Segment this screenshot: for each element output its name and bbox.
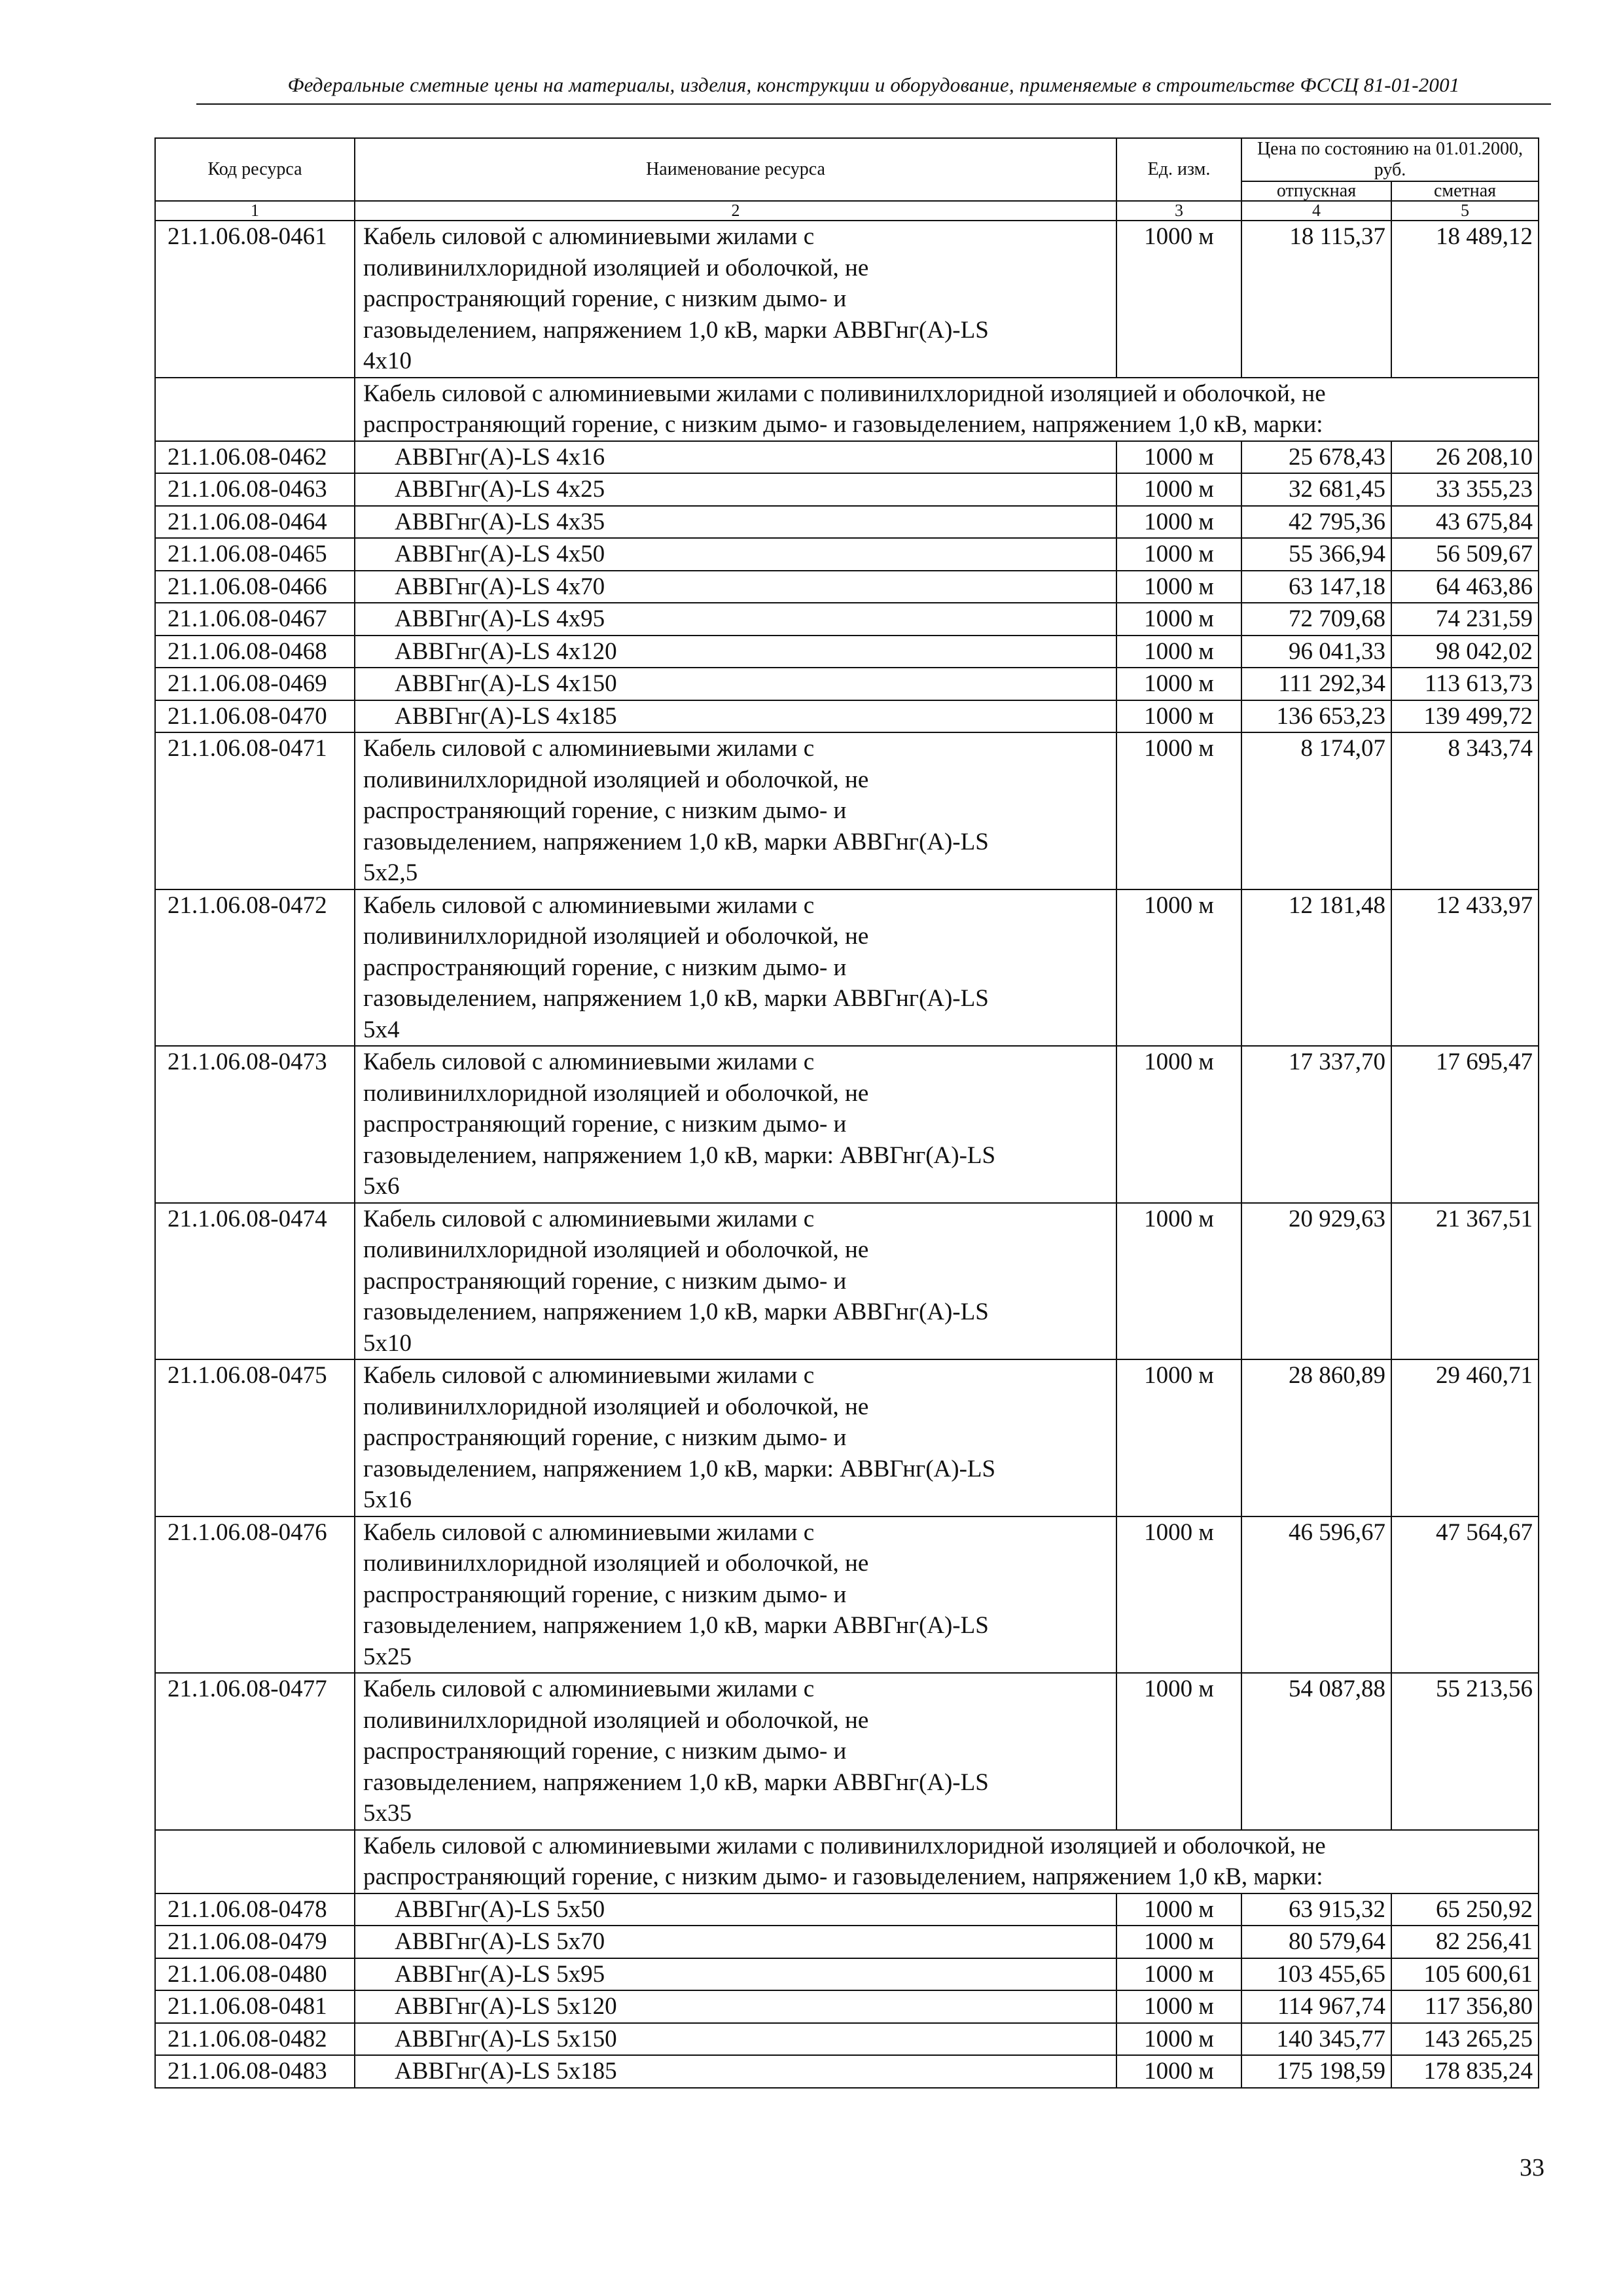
- resource-name-line: 5x4: [363, 1016, 400, 1043]
- resource-name-line: распространяющий горение, с низким дымо- и: [363, 1111, 847, 1138]
- resource-code: 21.1.06.08-0471: [155, 732, 355, 889]
- resource-name: АВВГнг(А)-LS 4x50: [355, 538, 1116, 571]
- unit-of-measure: 1000 м: [1116, 2023, 1241, 2056]
- estimate-price: 82 256,41: [1391, 1926, 1539, 1958]
- page-number: 33: [1520, 2154, 1544, 2181]
- table-row: [155, 1926, 1539, 1958]
- resource-name-line: 5x6: [363, 1173, 400, 1200]
- table-row: [155, 221, 1539, 378]
- unit-of-measure: 1000 м: [1116, 889, 1241, 1047]
- resource-name-line: 5x25: [363, 1643, 412, 1670]
- resource-name: [355, 1516, 1116, 1674]
- resource-name-line: газовыделением, напряжением 1,0 кВ, марки: АВВГнг(А)-LS: [363, 1455, 996, 1482]
- resource-name-line: распространяющий горение, с низким дымо- и: [363, 1424, 847, 1451]
- release-price: 20 929,63: [1241, 1203, 1391, 1360]
- unit-of-measure: 1000 м: [1116, 1990, 1241, 2023]
- unit-of-measure: 1000 м: [1116, 441, 1241, 474]
- resource-name-line: поливинилхлоридной изоляцией и оболочкой, не: [363, 1236, 869, 1263]
- resource-name-line: 4x10: [363, 348, 412, 374]
- unit-of-measure: 1000 м: [1116, 221, 1241, 378]
- estimate-price: 64 463,86: [1391, 571, 1539, 603]
- group-description-line: распространяющий горение, с низким дымо- и газовыделением, напряжением 1,0 кВ, марки:: [363, 1863, 1323, 1890]
- resource-code: 21.1.06.08-0467: [155, 603, 355, 636]
- resource-name-line: распространяющий горение, с низким дымо- и: [363, 1581, 847, 1608]
- table-row: [155, 668, 1539, 700]
- unit-of-measure: 1000 м: [1116, 1516, 1241, 1674]
- release-price: 12 181,48: [1241, 889, 1391, 1047]
- table-row: [155, 1958, 1539, 1991]
- unit-of-measure: 1000 м: [1116, 603, 1241, 636]
- resource-name: АВВГнг(А)-LS 4x70: [355, 571, 1116, 603]
- table-row: [155, 889, 1539, 1047]
- resource-code: 21.1.06.08-0478: [155, 1893, 355, 1926]
- resource-name-line: распространяющий горение, с низким дымо- и: [363, 797, 847, 824]
- resource-code: 21.1.06.08-0481: [155, 1990, 355, 2023]
- unit-of-measure: 1000 м: [1116, 1046, 1241, 1203]
- release-price: 32 681,45: [1241, 473, 1391, 506]
- resource-name-line: газовыделением, напряжением 1,0 кВ, марки АВВГнг(А)-LS: [363, 316, 989, 344]
- header-rule: [196, 103, 1551, 105]
- col-number: 4: [1241, 201, 1391, 221]
- resource-name: АВВГнг(А)-LS 4x95: [355, 603, 1116, 636]
- estimate-price: 47 564,67: [1391, 1516, 1539, 1674]
- resource-code: 21.1.06.08-0483: [155, 2055, 355, 2088]
- group-row: [155, 378, 1539, 441]
- col-number: 5: [1391, 201, 1539, 221]
- resource-name-line: Кабель силовой с алюминиевыми жилами с: [363, 1049, 815, 1075]
- release-price: 46 596,67: [1241, 1516, 1391, 1674]
- resource-name-line: Кабель силовой с алюминиевыми жилами с: [363, 1518, 815, 1546]
- resource-name: АВВГнг(А)-LS 5x185: [355, 2055, 1116, 2088]
- estimate-price: 12 433,97: [1391, 889, 1539, 1047]
- resource-name-line: газовыделением, напряжением 1,0 кВ, марки АВВГнг(А)-LS: [363, 985, 989, 1012]
- resource-code: 21.1.06.08-0469: [155, 668, 355, 700]
- resource-code: 21.1.06.08-0473: [155, 1046, 355, 1203]
- unit-of-measure: 1000 м: [1116, 2055, 1241, 2088]
- table-row: [155, 441, 1539, 474]
- release-price: 136 653,23: [1241, 700, 1391, 733]
- estimate-price: 29 460,71: [1391, 1359, 1539, 1516]
- estimate-price: 117 356,80: [1391, 1990, 1539, 2023]
- price-table: [154, 137, 1539, 2089]
- resource-name-line: Кабель силовой с алюминиевыми жилами с: [363, 891, 815, 919]
- col-estimate-header: сметная: [1391, 181, 1539, 201]
- table-row: [155, 700, 1539, 733]
- estimate-price: 55 213,56: [1391, 1673, 1539, 1830]
- estimate-price: 21 367,51: [1391, 1203, 1539, 1360]
- resource-name-line: поливинилхлоридной изоляцией и оболочкой, не: [363, 1550, 869, 1577]
- resource-code: 21.1.06.08-0482: [155, 2023, 355, 2056]
- resource-name-line: 5x16: [363, 1486, 412, 1513]
- table-row: [155, 2023, 1539, 2056]
- estimate-price: 143 265,25: [1391, 2023, 1539, 2056]
- table-row: [155, 732, 1539, 889]
- resource-name: АВВГнг(А)-LS 4x25: [355, 473, 1116, 506]
- resource-code: 21.1.06.08-0479: [155, 1926, 355, 1958]
- table-row: [155, 2055, 1539, 2088]
- unit-of-measure: 1000 м: [1116, 1926, 1241, 1958]
- table-row: [155, 1359, 1539, 1516]
- resource-code: 21.1.06.08-0462: [155, 441, 355, 474]
- release-price: 96 041,33: [1241, 636, 1391, 668]
- col-name-header: Наименование ресурса: [355, 138, 1116, 201]
- resource-name-line: распространяющий горение, с низким дымо- и: [363, 1738, 847, 1765]
- resource-name-line: поливинилхлоридной изоляцией и оболочкой, не: [363, 1393, 869, 1420]
- release-price: 55 366,94: [1241, 538, 1391, 571]
- resource-name-line: поливинилхлоридной изоляцией и оболочкой, не: [363, 1706, 869, 1734]
- resource-code: 21.1.06.08-0470: [155, 700, 355, 733]
- unit-of-measure: 1000 м: [1116, 700, 1241, 733]
- resource-name: АВВГнг(А)-LS 4x35: [355, 506, 1116, 539]
- resource-code: 21.1.06.08-0465: [155, 538, 355, 571]
- resource-name-line: распространяющий горение, с низким дымо- и: [363, 1267, 847, 1295]
- resource-name-line: поливинилхлоридной изоляцией и оболочкой, не: [363, 1079, 869, 1107]
- unit-of-measure: 1000 м: [1116, 636, 1241, 668]
- estimate-price: 98 042,02: [1391, 636, 1539, 668]
- resource-name: АВВГнг(А)-LS 4x120: [355, 636, 1116, 668]
- resource-name: [355, 732, 1116, 889]
- col-release-header: отпускная: [1241, 181, 1391, 201]
- table-row: [155, 571, 1539, 603]
- col-number: 3: [1116, 201, 1241, 221]
- estimate-price: 56 509,67: [1391, 538, 1539, 571]
- release-price: 63 915,32: [1241, 1893, 1391, 1926]
- group-description-line: Кабель силовой с алюминиевыми жилами с поливинилхлоридной изоляцией и оболочкой, не: [363, 380, 1326, 407]
- release-price: 111 292,34: [1241, 668, 1391, 700]
- unit-of-measure: 1000 м: [1116, 571, 1241, 603]
- resource-code: 21.1.06.08-0475: [155, 1359, 355, 1516]
- group-description-line: Кабель силовой с алюминиевыми жилами с поливинилхлоридной изоляцией и оболочкой, не: [363, 1832, 1326, 1859]
- resource-name-line: поливинилхлоридной изоляцией и оболочкой, не: [363, 766, 869, 793]
- group-code-cell: [155, 1830, 355, 1893]
- table-row: [155, 506, 1539, 539]
- resource-name: АВВГнг(А)-LS 5x120: [355, 1990, 1116, 2023]
- resource-code: 21.1.06.08-0480: [155, 1958, 355, 1991]
- resource-code: 21.1.06.08-0463: [155, 473, 355, 506]
- estimate-price: 33 355,23: [1391, 473, 1539, 506]
- unit-of-measure: 1000 м: [1116, 473, 1241, 506]
- col-code-header: Код ресурса: [155, 138, 355, 201]
- resource-name: [355, 889, 1116, 1047]
- estimate-price: 8 343,74: [1391, 732, 1539, 889]
- resource-name-line: распространяющий горение, с низким дымо- и: [363, 954, 847, 981]
- resource-code: 21.1.06.08-0461: [155, 221, 355, 378]
- resource-name: АВВГнг(А)-LS 4x16: [355, 441, 1116, 474]
- release-price: 25 678,43: [1241, 441, 1391, 474]
- resource-name-line: газовыделением, напряжением 1,0 кВ, марки АВВГнг(А)-LS: [363, 1768, 989, 1796]
- release-price: 72 709,68: [1241, 603, 1391, 636]
- resource-name: АВВГнг(А)-LS 4x150: [355, 668, 1116, 700]
- resource-name-line: газовыделением, напряжением 1,0 кВ, марки АВВГнг(А)-LS: [363, 1299, 989, 1325]
- release-price: 114 967,74: [1241, 1990, 1391, 2023]
- release-price: 18 115,37: [1241, 221, 1391, 378]
- unit-of-measure: 1000 м: [1116, 1203, 1241, 1360]
- release-price: 140 345,77: [1241, 2023, 1391, 2056]
- resource-code: 21.1.06.08-0474: [155, 1203, 355, 1360]
- estimate-price: 74 231,59: [1391, 603, 1539, 636]
- resource-code: 21.1.06.08-0468: [155, 636, 355, 668]
- group-row: [155, 1830, 1539, 1893]
- resource-name: [355, 1673, 1116, 1830]
- table-row: [155, 1673, 1539, 1830]
- resource-name-line: газовыделением, напряжением 1,0 кВ, марки АВВГнг(А)-LS: [363, 828, 989, 855]
- resource-name: АВВГнг(А)-LS 5x150: [355, 2023, 1116, 2056]
- resource-name-line: 5x2,5: [363, 859, 418, 886]
- unit-of-measure: 1000 м: [1116, 1673, 1241, 1830]
- unit-of-measure: 1000 м: [1116, 668, 1241, 700]
- release-price: 54 087,88: [1241, 1673, 1391, 1830]
- table-row: [155, 1990, 1539, 2023]
- running-header: Федеральные сметные цены на материалы, изделия, конструкции и оборудование, применяемые в строительстве ФССЦ 81-01-2001: [287, 73, 1460, 96]
- group-description-line: распространяющий горение, с низким дымо- и газовыделением, напряжением 1,0 кВ, марки:: [363, 411, 1323, 438]
- resource-code: 21.1.06.08-0477: [155, 1673, 355, 1830]
- estimate-price: 26 208,10: [1391, 441, 1539, 474]
- estimate-price: 113 613,73: [1391, 668, 1539, 700]
- resource-code: 21.1.06.08-0476: [155, 1516, 355, 1674]
- resource-code: 21.1.06.08-0472: [155, 889, 355, 1047]
- resource-name-line: Кабель силовой с алюминиевыми жилами с: [363, 1362, 815, 1389]
- table-row: [155, 1203, 1539, 1360]
- table-row: [155, 636, 1539, 668]
- resource-name: [355, 1359, 1116, 1516]
- unit-of-measure: 1000 м: [1116, 1958, 1241, 1991]
- resource-name: АВВГнг(А)-LS 5x70: [355, 1926, 1116, 1958]
- unit-of-measure: 1000 м: [1116, 1359, 1241, 1516]
- release-price: 103 455,65: [1241, 1958, 1391, 1991]
- estimate-price: 139 499,72: [1391, 700, 1539, 733]
- resource-name-line: газовыделением, напряжением 1,0 кВ, марки АВВГнг(А)-LS: [363, 1612, 989, 1639]
- resource-name-line: Кабель силовой с алюминиевыми жилами с: [363, 223, 815, 250]
- table-row: [155, 1516, 1539, 1674]
- release-price: 17 337,70: [1241, 1046, 1391, 1203]
- estimate-price: 65 250,92: [1391, 1893, 1539, 1926]
- release-price: 8 174,07: [1241, 732, 1391, 889]
- col-unit-header: Ед. изм.: [1116, 138, 1241, 201]
- resource-name-line: поливинилхлоридной изоляцией и оболочкой, не: [363, 254, 869, 281]
- unit-of-measure: 1000 м: [1116, 506, 1241, 539]
- release-price: 175 198,59: [1241, 2055, 1391, 2088]
- col-price-group-header: Цена по состоянию на 01.01.2000, руб.: [1241, 138, 1539, 181]
- col-number: 2: [355, 201, 1116, 221]
- estimate-price: 17 695,47: [1391, 1046, 1539, 1203]
- estimate-price: 18 489,12: [1391, 221, 1539, 378]
- unit-of-measure: 1000 м: [1116, 538, 1241, 571]
- resource-name-line: Кабель силовой с алюминиевыми жилами с: [363, 735, 815, 762]
- table-row: [155, 473, 1539, 506]
- resource-name-line: Кабель силовой с алюминиевыми жилами с: [363, 1676, 815, 1702]
- release-price: 63 147,18: [1241, 571, 1391, 603]
- resource-name-line: 5x35: [363, 1800, 412, 1827]
- resource-name-line: газовыделением, напряжением 1,0 кВ, марки: АВВГнг(А)-LS: [363, 1141, 996, 1169]
- col-number: 1: [155, 201, 355, 221]
- resource-name: [355, 1203, 1116, 1360]
- resource-name-line: поливинилхлоридной изоляцией и оболочкой, не: [363, 923, 869, 950]
- release-price: 42 795,36: [1241, 506, 1391, 539]
- resource-code: 21.1.06.08-0464: [155, 506, 355, 539]
- table-body: [155, 221, 1539, 2088]
- estimate-price: 43 675,84: [1391, 506, 1539, 539]
- table-row: [155, 1893, 1539, 1926]
- resource-name-line: Кабель силовой с алюминиевыми жилами с: [363, 1205, 815, 1232]
- resource-name-line: 5x10: [363, 1329, 412, 1357]
- unit-of-measure: 1000 м: [1116, 1893, 1241, 1926]
- table-row: [155, 603, 1539, 636]
- estimate-price: 105 600,61: [1391, 1958, 1539, 1991]
- estimate-price: 178 835,24: [1391, 2055, 1539, 2088]
- group-code-cell: [155, 378, 355, 441]
- table-row: [155, 1046, 1539, 1203]
- resource-name-line: распространяющий горение, с низким дымо- и: [363, 285, 847, 312]
- resource-code: 21.1.06.08-0466: [155, 571, 355, 603]
- resource-name: АВВГнг(А)-LS 5x50: [355, 1893, 1116, 1926]
- table-row: [155, 538, 1539, 571]
- resource-name: АВВГнг(А)-LS 4x185: [355, 700, 1116, 733]
- group-description: [355, 1830, 1539, 1893]
- release-price: 80 579,64: [1241, 1926, 1391, 1958]
- unit-of-measure: 1000 м: [1116, 732, 1241, 889]
- resource-name: АВВГнг(А)-LS 5x95: [355, 1958, 1116, 1991]
- resource-name: [355, 221, 1116, 378]
- release-price: 28 860,89: [1241, 1359, 1391, 1516]
- group-description: [355, 378, 1539, 441]
- resource-name: [355, 1046, 1116, 1203]
